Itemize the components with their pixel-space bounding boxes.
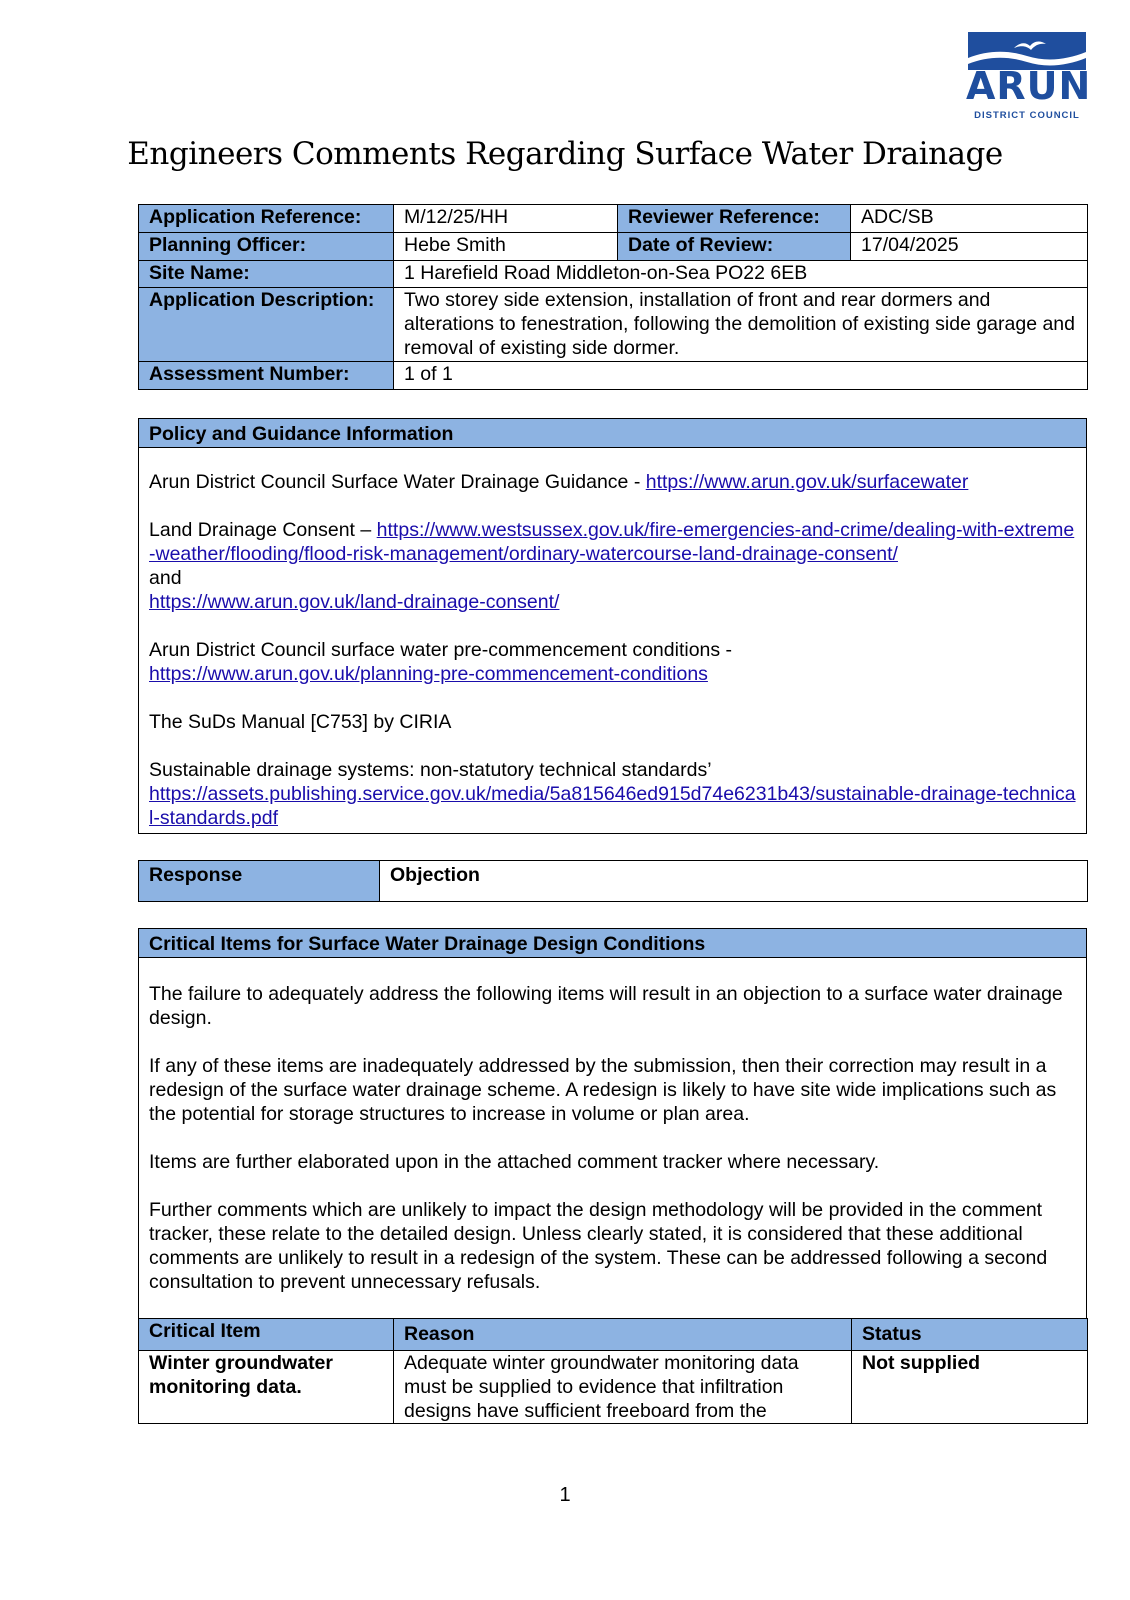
policy-item-suds-manual: The SuDs Manual [C753] by CIRIA bbox=[149, 711, 452, 733]
app-ref-value: M/12/25/HH bbox=[394, 205, 618, 233]
site-value: 1 Harefield Road Middleton-on-Sea PO22 6EB bbox=[394, 261, 1088, 288]
logo-wordmark: ARUN bbox=[966, 64, 1092, 108]
critical-heading: Critical Items for Surface Water Drainage Design Conditions bbox=[139, 929, 1086, 958]
policy-item-adc-guidance: Arun District Council Surface Water Drainage Guidance - https://www.arun.gov.uk/surfacewater bbox=[149, 471, 969, 493]
response-value: Objection bbox=[380, 861, 1088, 902]
policy-section bbox=[138, 418, 1087, 834]
officer-value: Hebe Smith bbox=[394, 233, 618, 261]
response-table bbox=[138, 860, 1088, 902]
critical-items-table bbox=[138, 1318, 1088, 1424]
col-status: Status bbox=[852, 1319, 1088, 1351]
col-reason: Reason bbox=[394, 1319, 852, 1351]
wsx-land-drainage-link[interactable]: https://www.westsussex.gov.uk/fire-emergencies-and-crime/dealing-with-extreme-weather/flooding/flood-risk-management/ordinary-watercourse-land-drainage-consent/ bbox=[149, 519, 1075, 565]
adc-land-drainage-link[interactable]: https://www.arun.gov.uk/land-drainage-consent/ bbox=[149, 591, 560, 613]
reviewer-ref-value: ADC/SB bbox=[851, 205, 1088, 233]
assessment-value: 1 of 1 bbox=[394, 362, 1088, 390]
site-label: Site Name: bbox=[139, 261, 394, 288]
summary-table bbox=[138, 204, 1088, 390]
critical-section bbox=[138, 928, 1087, 1319]
page-title: Engineers Comments Regarding Surface Water Drainage bbox=[127, 136, 1003, 172]
review-date-value: 17/04/2025 bbox=[851, 233, 1088, 261]
critical-para-3: Items are further elaborated upon in the attached comment tracker where necessary. bbox=[149, 1151, 880, 1173]
technical-standards-link[interactable]: https://assets.publishing.service.gov.uk/media/5a815646ed915d74e6231b43/sustainable-drainage-technical-standards.pdf bbox=[149, 783, 1076, 829]
app-ref-label: Application Reference: bbox=[139, 205, 394, 233]
adc-guidance-link[interactable]: https://www.arun.gov.uk/surfacewater bbox=[645, 471, 969, 493]
policy-heading: Policy and Guidance Information bbox=[139, 419, 1086, 448]
logo-subtitle: DISTRICT COUNCIL bbox=[974, 110, 1080, 121]
critical-para-1: The failure to adequately address the following items will result in an objection to a surface water drainage design. bbox=[149, 983, 1063, 1029]
reviewer-ref-label: Reviewer Reference: bbox=[618, 205, 851, 233]
assessment-label: Assessment Number: bbox=[139, 362, 394, 390]
officer-label: Planning Officer: bbox=[139, 233, 394, 261]
precommencement-link[interactable]: https://www.arun.gov.uk/planning-pre-commencement-conditions bbox=[149, 663, 708, 685]
critical-para-2: If any of these items are inadequately addressed by the submission, then their correction may result in a redesign of the surface water drainage scheme. A redesign is likely to have site wide implications such as the potential for storage structures to increase in volume or plan area. bbox=[149, 1055, 1057, 1125]
row-item: Winter groundwater monitoring data. bbox=[139, 1351, 394, 1424]
col-critical-item: Critical Item bbox=[139, 1319, 394, 1351]
policy-item-land-drainage: Land Drainage Consent – https://www.westsussex.gov.uk/fire-emergencies-and-crime/dealing-with-extreme-weather/flooding/flood-risk-management/ordinary-watercourse-land-drainage-consent/ and https://www.arun.gov.uk/land-drainage-consent/ bbox=[149, 519, 1075, 613]
review-date-label: Date of Review: bbox=[618, 233, 851, 261]
desc-value: Two storey side extension, installation of front and rear dormers and alterations to fenestration, following the demolition of existing side garage and removal of existing side dormer. bbox=[394, 288, 1088, 362]
critical-para-4: Further comments which are unlikely to impact the design methodology will be provided in the comment tracker, these relate to the detailed design. Unless clearly stated, it is considered that these additional comments are unlikely to result in a redesign of the system. These can be addressed following a second consultation to prevent unnecessary refusals. bbox=[149, 1199, 1048, 1293]
policy-item-precommencement: Arun District Council surface water pre-commencement conditions - https://www.arun.gov.uk/planning-pre-commencement-conditions bbox=[149, 639, 733, 685]
response-label: Response bbox=[139, 861, 380, 902]
desc-label: Application Description: bbox=[139, 288, 394, 362]
page-number: 1 bbox=[559, 1484, 571, 1506]
row-status: Not supplied bbox=[852, 1351, 1088, 1424]
row-reason: Adequate winter groundwater monitoring data must be supplied to evidence that infiltration designs have sufficient freeboard from the bbox=[394, 1351, 852, 1424]
policy-item-technical-standards: Sustainable drainage systems: non-statutory technical standards’ https://assets.publishing.service.gov.uk/media/5a815646ed915d74e6231b43/sustainable-drainage-technical-standards.pdf bbox=[149, 759, 1076, 829]
table-row bbox=[139, 1351, 1088, 1424]
arun-logo bbox=[966, 32, 1092, 121]
